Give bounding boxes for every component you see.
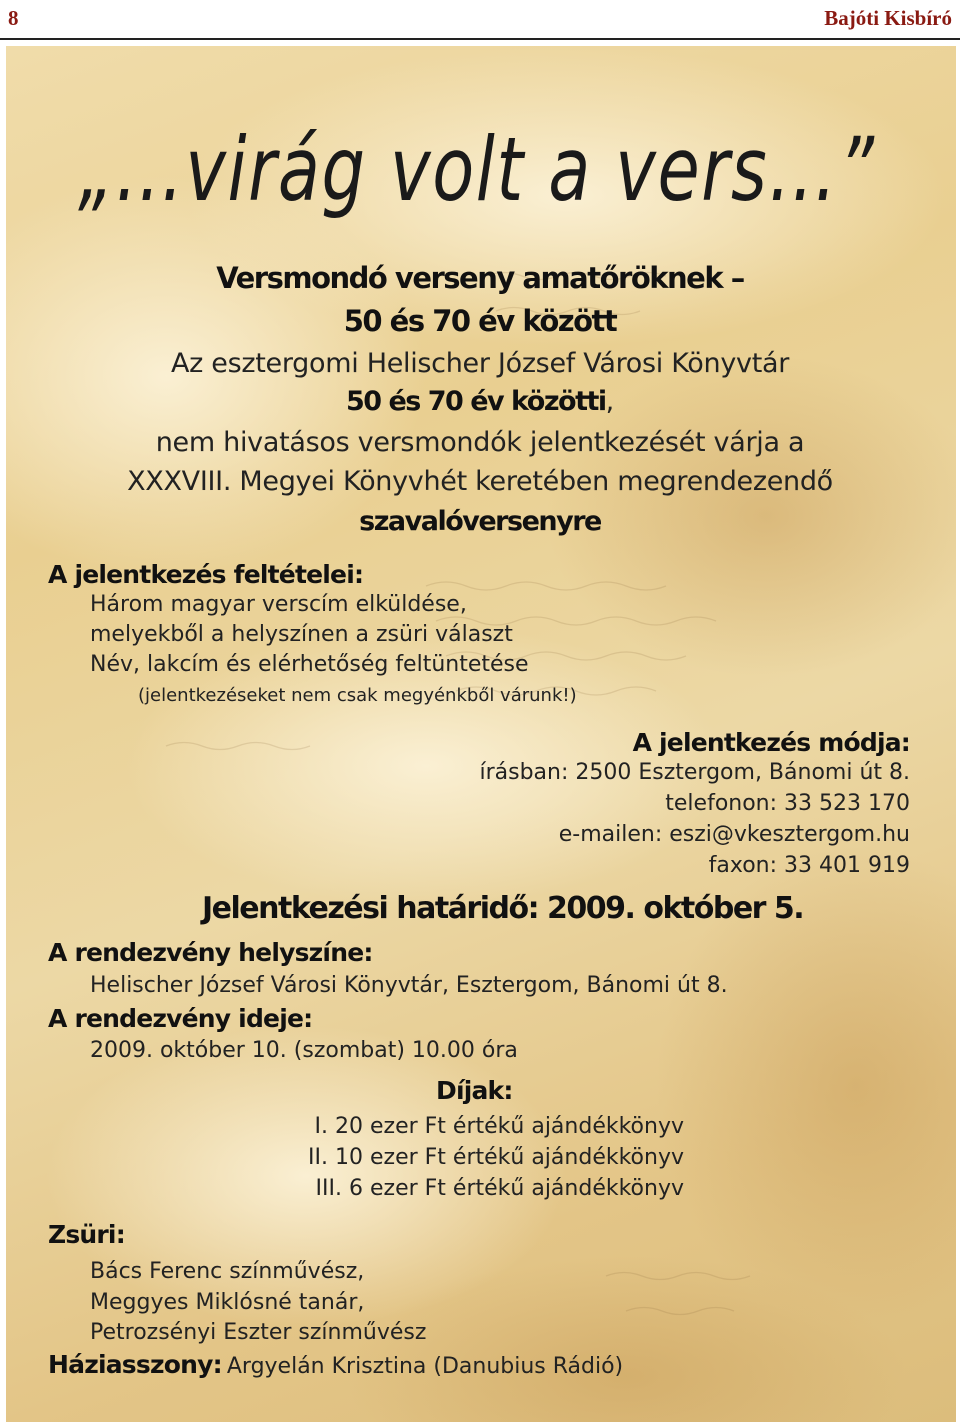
intro-line4: XXXVIII. Megyei Könyvhét keretében megrendezendő (127, 466, 833, 497)
condition-item: melyekből a helyszínen a zsüri választ (90, 622, 513, 647)
prize-item: II. 10 ezer Ft értékű ajándékkönyv (308, 1145, 684, 1170)
intro-line3: nem hivatásos versmondók jelentkezését várja a (155, 427, 805, 458)
method-line: faxon: 33 401 919 (708, 853, 910, 878)
intro-line2 (6, 388, 956, 415)
method-line: írásban: 2500 Esztergom, Bánomi út 8. (479, 760, 910, 785)
intro-line1: Az esztergomi Helischer József Városi Könyvtár (170, 348, 790, 379)
publication-name: Bajóti Kisbíró (824, 6, 952, 30)
method-heading: A jelentkezés módja: (632, 728, 910, 757)
host-label: Háziasszony: (48, 1350, 222, 1379)
method-line: telefonon: 33 523 170 (665, 791, 910, 816)
deadline: Jelentkezési határidő: 2009. október 5. (202, 891, 804, 926)
venue-text: Helischer József Városi Könyvtár, Esztergom, Bánomi út 8. (90, 973, 728, 998)
conditions-heading: A jelentkezés feltételei: (48, 560, 364, 589)
headline-line1: Versmondó verseny amatőröknek – (216, 261, 744, 295)
prize-item: I. 20 ezer Ft értékű ajándékkönyv (314, 1114, 684, 1139)
prize-item: III. 6 ezer Ft értékű ajándékkönyv (315, 1176, 684, 1201)
poster (6, 46, 956, 1422)
host-line (48, 1352, 623, 1378)
page-number: 8 (8, 6, 19, 30)
age-range-comma: , (605, 386, 614, 417)
headline-line2: 50 és 70 év között (343, 304, 617, 338)
venue-heading: A rendezvény helyszíne: (48, 938, 373, 967)
jury-member: Meggyes Miklósné tanár, (90, 1290, 365, 1315)
poster-title: „…virág volt a vers…” (78, 118, 876, 221)
conditions-note: (jelentkezéseket nem csak megyénkből várunk!) (138, 685, 577, 706)
date-heading: A rendezvény ideje: (48, 1004, 313, 1033)
date-text: 2009. október 10. (szombat) 10.00 óra (90, 1038, 518, 1063)
age-range-bold: 50 és 70 év közötti (346, 386, 606, 417)
jury-heading: Zsüri: (48, 1220, 125, 1249)
intro-line5: szavalóversenyre (359, 506, 601, 537)
host-name: Argyelán Krisztina (Danubius Rádió) (226, 1354, 624, 1379)
jury-member: Petrozsényi Eszter színművész (90, 1320, 427, 1345)
condition-item: Név, lakcím és elérhetőség feltüntetése (90, 652, 529, 677)
method-line: e-mailen: eszi@vkesztergom.hu (558, 822, 910, 847)
page-header (0, 0, 960, 40)
jury-member: Bács Ferenc színművész, (90, 1259, 365, 1284)
prizes-heading: Díjak: (436, 1076, 513, 1105)
condition-item: Három magyar verscím elküldése, (90, 592, 467, 617)
